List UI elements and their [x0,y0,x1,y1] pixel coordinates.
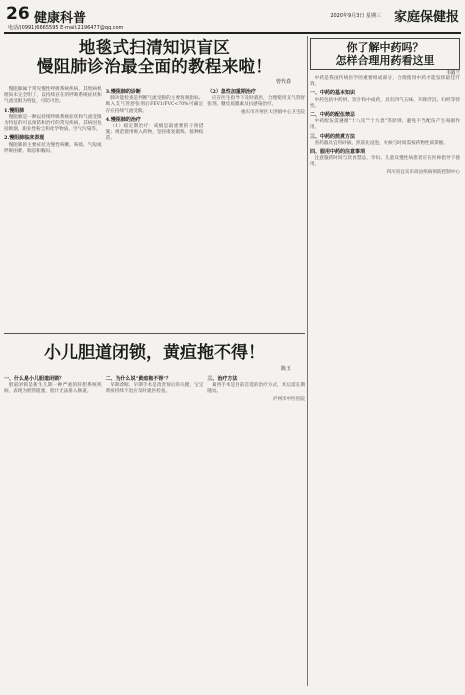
side-paragraph: 煎药器具宜用砂锅，煎前先浸泡，火候与时间需按药物性质掌握。 [314,140,448,146]
lead-subheading: （2）急性加重期治疗 [207,89,256,95]
side-subheading: 一、中药的基本知识 [310,90,356,97]
lead-article [4,38,305,156]
lead-article-byline: 曾代春 [275,79,291,85]
lead-subheading: 2.慢阻肺临床表现 [4,135,45,142]
second-column-1 [4,374,102,404]
lead-paragraph: 慢阻肺的主要症状为慢性咳嗽、咳痰、气短或呼吸困难、喘息和胸闷。 [4,142,102,154]
header-rule [4,32,461,34]
lead-paragraph: 肺功能检查是判断气流受限的主要客观指标，吸入支气管舒张剂后FEV1/FVC<70%可确定存在持续气流受限。 [105,96,204,114]
second-article-body [4,374,305,404]
side-article-title-box [310,38,460,70]
column-divider [307,36,308,686]
lead-source: 重庆市开州区大进镇中心卫生院 [240,109,306,115]
side-paragraph: 中药是我国传统医学的重要组成部分，合理使用中药才能发挥最佳疗效。 [310,76,460,88]
lead-article-body [4,87,305,156]
side-subheading: 四、服用中药的注意事项 [310,149,366,156]
second-subheading: 一、什么是小儿胆道闭锁？ [4,376,65,382]
second-article-byline: 陈玉 [280,366,291,372]
second-article-title: 小儿胆道闭锁，黄疸拖不得！ [44,343,265,363]
side-source: 四川省宜宾市高县疾病预防控制中心 [386,169,460,175]
second-column-2 [106,374,204,404]
lead-subheading: 1.慢阻肺 [4,107,25,114]
lead-paragraph: 慢阻肺是一种以持续呼吸系统症状和气流受限为特征的可以预防和治疗的常见疾病，其病因包括吸烟、职业性粉尘和化学物质、空气污染等。 [4,114,102,133]
article-divider [4,333,305,334]
lead-subheading: 3.慢阻肺的诊断 [105,89,141,95]
lead-subheading: 4.慢阻肺的治疗 [105,116,141,123]
side-article-body [310,76,460,176]
side-article-title: 你了解中药吗？ 怎样合理用药看这里 [335,41,435,67]
lead-column-2 [106,87,204,156]
second-paragraph: 葛西手术是目前首选的治疗方式，术后需长期随访。 [207,383,306,395]
second-subheading: 三、治疗方法 [207,376,238,382]
hotline-contact: 电话/(0991)6665595 E-mail:2196477@qq.com [8,25,124,31]
side-article-byline: 韦淑兰 [446,71,460,76]
side-paragraph: 注意服药时间与饮食禁忌，孕妇、儿童及慢性病患者应在医师指导下使用。 [310,156,460,168]
side-article [310,38,460,177]
second-paragraph: 胆道闭锁是新生儿期一种严重的肝胆系统疾病，表现为胆管阻塞，胆汁无法排入肠道。 [4,383,102,395]
lead-column-1 [4,87,102,156]
lead-article-title: 地毯式扫清知识盲区 慢阻肺诊治最全面的教程来啦！ [36,38,273,76]
lead-paragraph: （1）稳定期治疗：戒烟是最重要的干预措施；规范使用吸入药物，坚持康复锻炼，接种疫苗。 [105,124,204,142]
lead-paragraph: 慢阻肺属于常见慢性呼吸系统疾病，其致病机理尚未完全明了，以持续存在的呼吸系统症状和气流受限为特征，可防可治。 [4,87,102,105]
side-subheading: 三、中药的煎煮方法 [310,133,356,140]
side-subheading: 二、中药的配伍禁忌 [310,112,356,119]
second-source: 泸州市中医医院 [272,396,306,402]
side-paragraph: 中药配伍需遵循"十八反""十九畏"等原则，避免不当配伍产生毒副作用。 [310,119,460,131]
second-column-3 [207,374,305,404]
masthead [4,3,461,33]
section-title: 健康科普 [34,11,87,26]
second-subheading: 二、为什么说"黄疸拖不得"？ [105,376,171,382]
lead-column-3 [207,87,305,156]
page-number: 26 [6,4,30,24]
lead-paragraph: 应在医生指导下及时就医，合理使用支气管舒张剂、糖皮质激素及抗感染治疗。 [207,96,306,108]
second-paragraph: 早期诊断、早期手术是改善预后的关键，宝宝黄疸持续不退应及时就医检查。 [105,383,204,395]
issue-date: 2020年9月3日 星期三 [330,13,381,19]
side-paragraph: 中药包括中药材、饮片和中成药，具有四气五味、升降浮沉、归经等特性。 [310,97,460,109]
paper-name: 家庭保健报 [393,10,459,25]
second-article [4,338,305,404]
